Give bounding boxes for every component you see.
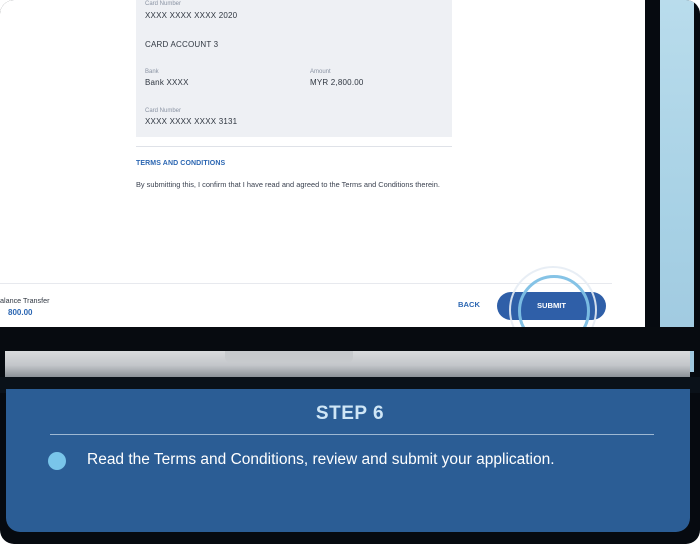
bullet-icon — [48, 452, 66, 470]
step-divider — [50, 434, 654, 435]
balance-transfer-label: alance Transfer — [0, 296, 50, 305]
amount-label: Amount — [310, 69, 331, 75]
card-number-value: XXXX XXXX XXXX 2020 — [145, 11, 238, 20]
laptop-bezel — [0, 327, 700, 351]
card-accounts-panel — [136, 0, 452, 137]
card-number-label: Card Number — [145, 108, 182, 114]
submit-button[interactable]: SUBMIT — [497, 292, 606, 320]
card-number-label: Card Number — [145, 1, 182, 7]
amount-value: MYR 2,800.00 — [310, 78, 364, 87]
bank-label: Bank — [145, 69, 159, 75]
bank-value: Bank XXXX — [145, 78, 189, 87]
background-strip — [660, 0, 694, 372]
balance-transfer-amount: 800.00 — [8, 308, 33, 317]
card-account-title: CARD ACCOUNT 3 — [145, 40, 219, 49]
back-button[interactable]: BACK — [458, 300, 480, 309]
laptop-notch — [225, 351, 353, 363]
step-instruction: Read the Terms and Conditions, review and submit your application. — [87, 451, 555, 468]
terms-text: By submitting this, I confirm that I have read and agreed to the Terms and Conditions therein. — [136, 180, 440, 189]
card-number-value: XXXX XXXX XXXX 3131 — [145, 117, 238, 126]
step-title: STEP 6 — [315, 403, 385, 424]
section-divider — [136, 146, 452, 147]
terms-title: TERMS AND CONDITIONS — [136, 160, 226, 167]
